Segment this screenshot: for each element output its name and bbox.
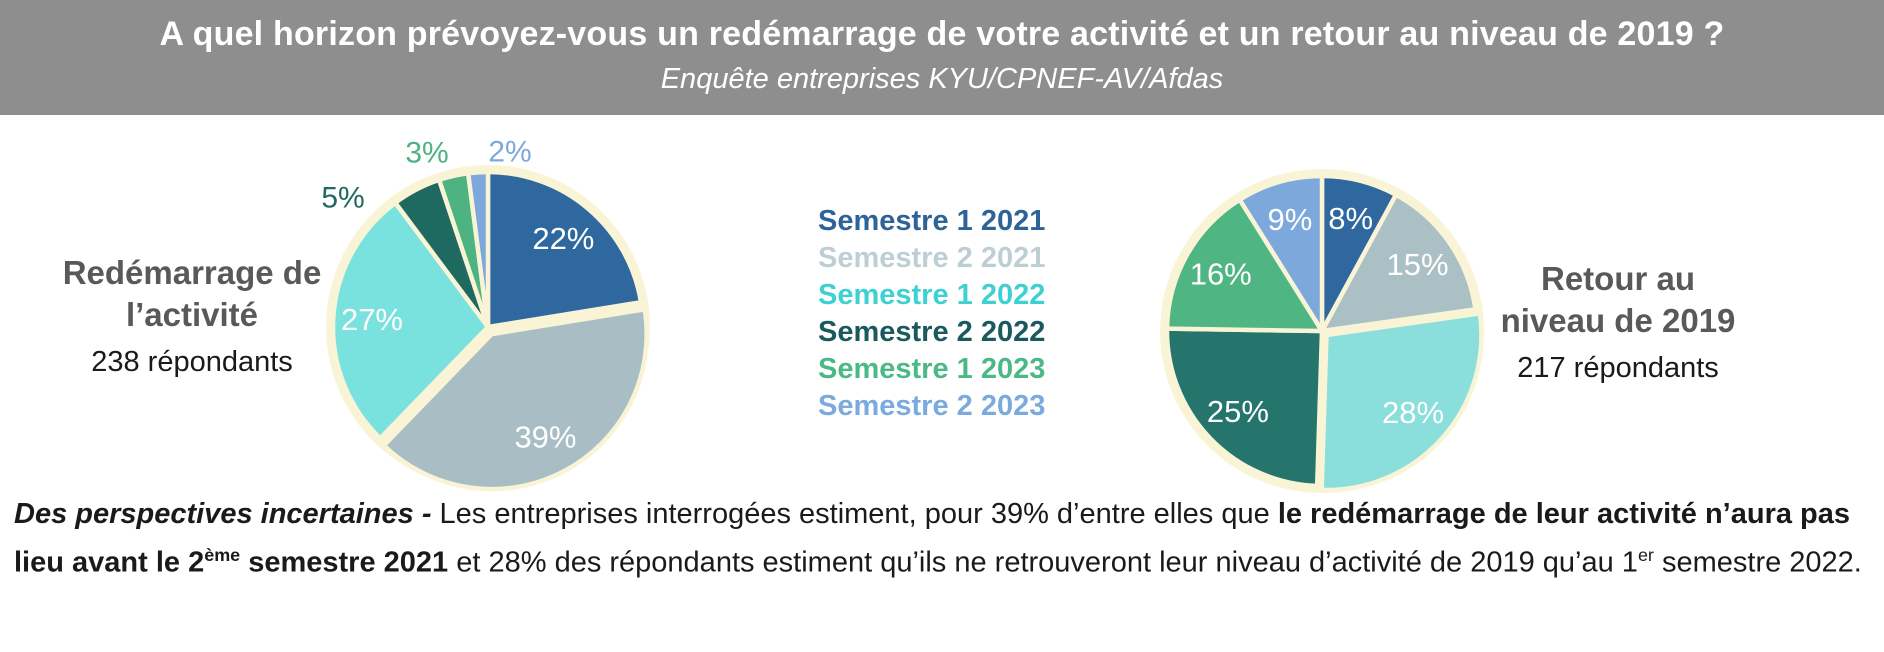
summary-note [14,494,1862,584]
pie-slice-label-semestre-1-2022: 27% [340,302,404,338]
legend-item-semestre-1-2021: Semestre 1 2021 [818,205,1046,237]
legend-item-semestre-2-2023: Semestre 2 2023 [818,390,1046,422]
left-chart-title: Redémarrage de l’activité [62,254,322,333]
pie-slice-label-semestre-1-2023: 3% [405,136,449,170]
pie-slice-label-semestre-1-2021: 8% [1328,200,1374,236]
legend [818,203,1045,425]
note-segment: le redémarrage de leur activité n’aura pas lieu avant le 2 [14,498,1851,579]
page-title: A quel horizon prévoyez-vous un redémarrage de votre activité et un retour au niveau de 2019 ? [159,15,1725,53]
pie-chart-retour-niveau-2019 [1142,126,1502,526]
note-segment: er [1637,545,1654,565]
pie-slice-label-semestre-2-2022: 25% [1206,393,1269,429]
note-segment: Des perspectives incertaines - [14,498,440,530]
header-banner [0,0,1884,115]
page-subtitle: Enquête entreprises KYU/CPNEF-AV/Afdas [660,63,1224,95]
note-segment: ème [204,545,241,565]
pie-slice-label-semestre-2-2021: 15% [1386,247,1449,283]
pie-slice-label-semestre-2-2021: 39% [514,419,577,455]
right-chart-title: Retour au niveau de 2019 [1500,260,1736,339]
legend-item-semestre-2-2022: Semestre 2 2022 [818,316,1046,348]
left-chart-respondents: 238 répondants [91,346,293,378]
legend-item-semestre-1-2022: Semestre 1 2022 [818,279,1046,311]
right-chart-respondents: 217 répondants [1517,352,1719,384]
right-chart-caption [1488,258,1748,389]
pie-slice-label-semestre-2-2022: 5% [321,181,365,215]
legend-item-semestre-1-2023: Semestre 1 2023 [818,353,1046,385]
note-segment: semestre 2022. [1653,546,1862,579]
pie-slice-label-semestre-2-2023: 2% [488,135,532,169]
note-segment: semestre 2021 [240,546,449,579]
note-segment: Les entreprises interrogées estiment, pour 39% d’entre elles que [439,498,1278,530]
pie-chart-redemarrage-activite [308,122,668,522]
note-segment: et 28% des répondants estiment qu’ils ne retrouveront leur niveau d’activité de 2019 qu’au 1 [448,546,1638,579]
pie-slice-label-semestre-1-2021: 22% [532,220,595,256]
legend-item-semestre-2-2021: Semestre 2 2021 [818,242,1046,274]
pie-slice-label-semestre-2-2023: 9% [1267,201,1313,237]
pie-slice-label-semestre-1-2023: 16% [1189,256,1252,292]
pie-slice-label-semestre-1-2022: 28% [1381,395,1445,431]
left-chart-caption [32,252,352,383]
